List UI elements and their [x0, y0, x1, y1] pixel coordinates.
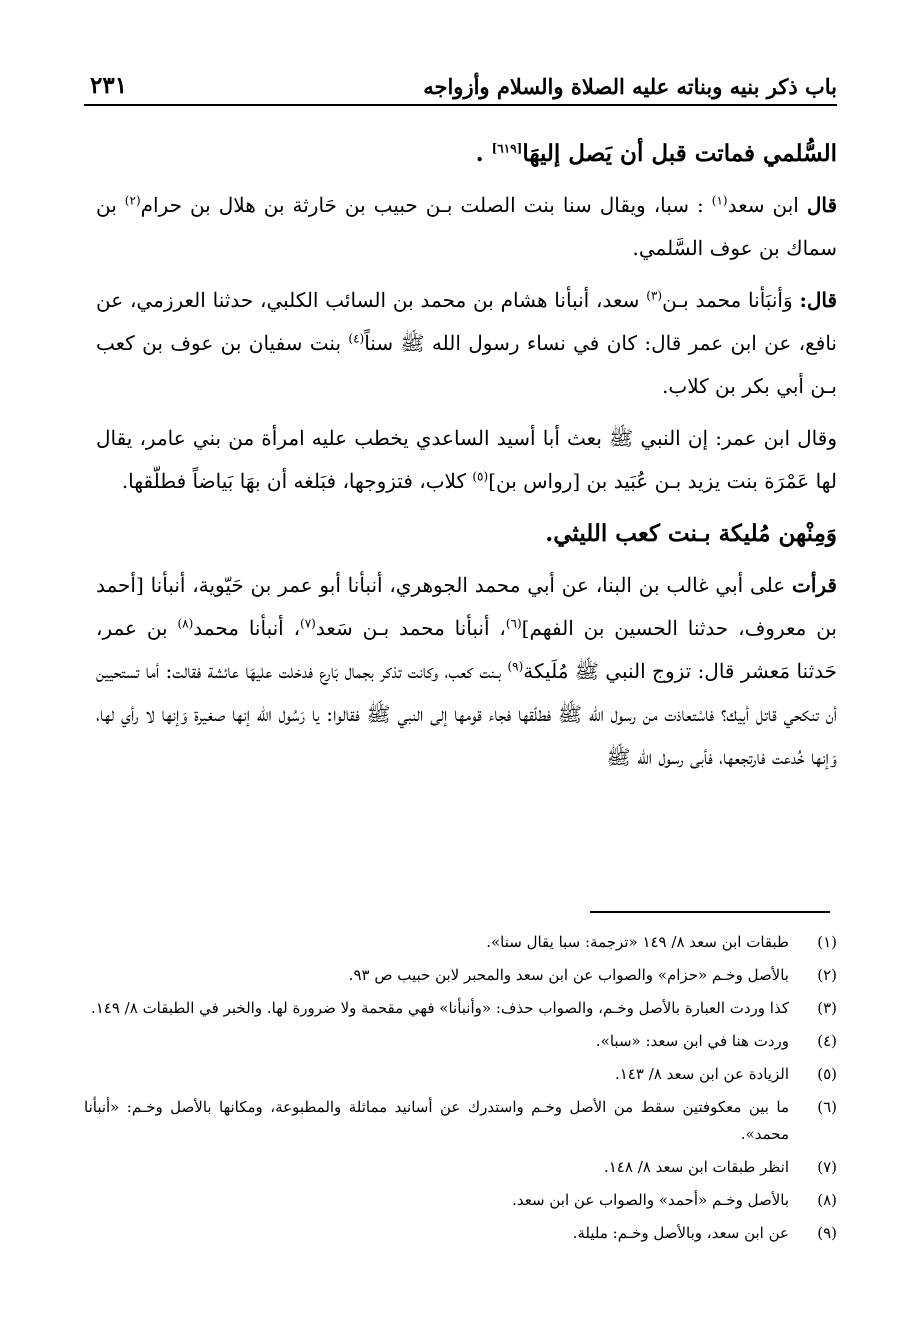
footnote-text: طبقات ابن سعد ٨/ ١٤٩ «ترجمة: سبا يقال سنا». [486, 933, 789, 951]
footnote-number: (٩) [817, 1224, 837, 1242]
footnote-item [84, 1094, 837, 1148]
footnote-marker-8: (٨) [177, 616, 194, 631]
footnote-marker-4: (٤) [348, 331, 365, 346]
footnote-number: (٨) [817, 1191, 837, 1209]
page-header [84, 70, 837, 106]
footnote-number: (١) [817, 933, 837, 951]
footnote-item [84, 1154, 837, 1181]
footnote-text: بالأصل وخـم «أحمد» والصواب عن ابن سعد. [512, 1191, 789, 1209]
paragraph-3: قال: وَأنبَأنا محمد بـن$^{(٣)}$ سعد، أنبأنا هشام بن محمد بن السائب الكلبي، حدثنا العرزمي، عن نافع، عن ابن عمر قال: كان في نساء رسول الله ﷺ سناً$^{(٤)}$ بنت سفيان بن عوف بن كعب بـن أبي بكر بن كلاب. [96, 288, 838, 398]
footnote-number: (٦) [817, 1098, 837, 1116]
footnote-text: كذا وردت العبارة بالأصل وخـم، والصواب حذف: «وأنبأنا» فهي مقحمة ولا ضرورة لها. والخبر في الطبقات ٨/ ١٤٩. [90, 999, 789, 1017]
footnote-marker-6: (٦) [505, 616, 522, 631]
footnotes [84, 929, 837, 1253]
footnote-item [84, 1220, 837, 1247]
footnote-number: (٢) [817, 966, 837, 984]
footnote-marker-5: (٥) [472, 469, 489, 484]
footnote-text: الزيادة عن ابن سعد ٨/ ١٤٣. [614, 1065, 789, 1083]
footnote-number: (٤) [817, 1032, 837, 1050]
page-number: ٢٣١ [90, 72, 128, 99]
footnote-item [84, 1187, 837, 1214]
chapter-title: باب ذكر بنيه وبناته عليه الصلاة والسلام وأزواجه [423, 74, 837, 99]
footnote-marker-1: (١) [711, 193, 728, 208]
footnote-text: ما بين معكوفتين سقط من الأصل وخـم واستدرك عن أسانيد مماثلة والمطبوعة، ومكانها بالأصل وخـم: «أنبأنا محمد». [84, 1098, 789, 1143]
footnote-text: وردت هنا في ابن سعد: «سبا». [595, 1032, 789, 1050]
footnote-text: انظر طبقات ابن سعد ٨/ ١٤٨. [603, 1158, 789, 1176]
footnote-number: (٥) [817, 1065, 837, 1083]
footnote-marker-7: (٧) [300, 616, 316, 631]
footnote-separator [590, 911, 830, 913]
footnote-marker-9: (٩) [507, 659, 524, 674]
reference-number: [٦١٩] [491, 141, 523, 156]
footnote-item [84, 962, 837, 989]
footnote-text: بالأصل وخـم «حزام» والصواب عن ابن سعد والمحبر لابن حبيب ص ٩٣. [348, 966, 789, 984]
footnote-marker-2: (٢) [124, 193, 141, 208]
footnote-marker-3: (٣) [646, 288, 663, 303]
footnote-item [84, 1028, 837, 1055]
footnote-number: (٧) [817, 1158, 837, 1176]
footnote-item [84, 995, 837, 1022]
paragraph-1: السُّلمي فماتت قبل أن يَصل إليهَا[٦١٩] . [475, 140, 837, 167]
footnote-item [84, 1061, 837, 1088]
paragraph-2: قال ابن سعد$^{(١)}$ : سبا، ويقال سنا بنت الصلت بـن حبيب بن حَارثة بن هلال بن حرام$^{(٢)}$ بن سماك بن عوف السَّلمي. [96, 193, 838, 260]
main-text [96, 132, 837, 788]
paragraph-4: وقال ابن عمر: إن النبي ﷺ بعث أبا أسيد الساعدي يخطب عليه امرأة من بني عامر، يقال لها عَمْرَة بنت يزيد بـن عُبَيد بن [رواس بن]$^{(٥)}$ كلاب، فتزوجها، فبَلغه أن بهَا بَياضاً فطلّقها. [96, 426, 837, 493]
footnote-number: (٣) [817, 999, 837, 1017]
footnote-text: عن ابن سعد، وبالأصل وخـم: مليلة. [572, 1224, 789, 1242]
footnote-item [84, 929, 837, 956]
paragraph-6: قرأت على أبي غالب بن البنا، عن أبي محمد الجوهري، أنبأنا أبو عمر بن حَيّوية، أنبأنا [أحمد بن معروف، حدثنا الحسين بن الفهم]$^{(٦)}$، أنبأنا محمد بـن سَعد$^{(٧)}$، أنبأنا محمد$^{(٨)}$ بن عمر، حَدثنا مَعشر قال: تزوج النبي ﷺ مُلَيكة$^{(٩)}$ بـنت كعب، وكانت تذكر بجمال بَارع فدخلت عليهَا عائشة فقالت: أما تستحيين أن تنكحي قاتل أبيك؟ فاسْتعاذت من رسول الله ﷺ فطلّقها فجاء قومها إلى النبي ﷺ فقالوا: يا رَسُول الله إنها صغيرة وَإنها لا رأي لها، وَإنها خُدعت فارتجعها، فأبى رسول الله ﷺ [96, 573, 838, 769]
paragraph-5-heading: وَمِنْهن مُليكة بـنت كعب الليثي. [545, 520, 837, 547]
